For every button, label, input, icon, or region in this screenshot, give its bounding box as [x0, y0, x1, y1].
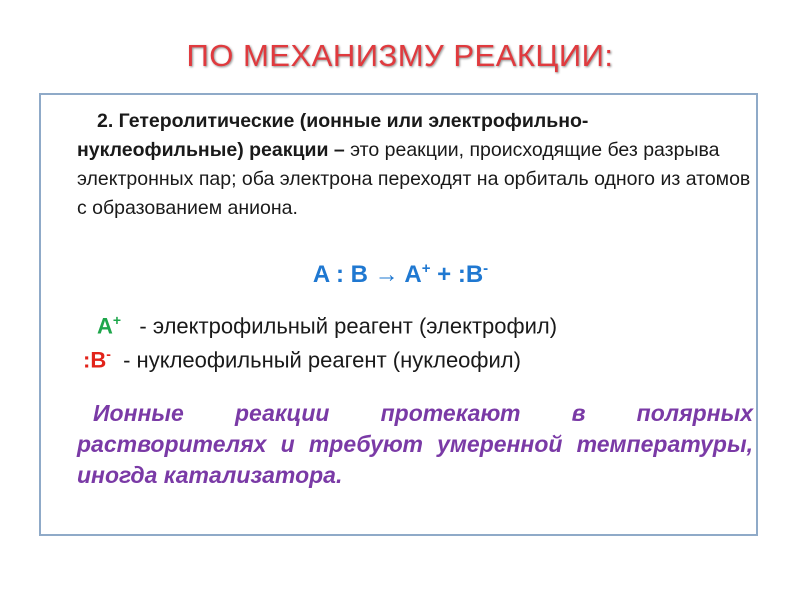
nucleophile-symbol: :B	[83, 347, 107, 373]
electrophile-charge: +	[112, 312, 122, 328]
slide-title: ПО МЕХАНИЗМУ РЕАКЦИИ:	[186, 38, 614, 73]
equation-b-base: :B	[457, 261, 484, 288]
paragraph-normal-text: это реакции, происходящие без разрыва электронных пар; оба электрона переходят на орбиталь одного из атомов с образованием аниона.	[77, 139, 751, 219]
reaction-equation	[41, 260, 760, 289]
equation-plus: +	[430, 261, 458, 288]
nucleophile-definition	[83, 346, 521, 373]
content-box	[39, 93, 758, 536]
equation-lhs: A : B →	[312, 261, 399, 288]
electrophile-definition	[97, 312, 557, 339]
electrophile-text: - электрофильный реагент (электрофил)	[121, 313, 558, 339]
note-text: Ионные реакции протекают в полярных растворителях и требуют умеренной температуры, иногда катализатора.	[77, 400, 753, 488]
nucleophile-charge: -	[106, 346, 111, 362]
electrophile-symbol: A	[97, 313, 113, 339]
paragraph-bold-text: 2. Гетеролитические (ионные или электрофильно-нуклеофильные) реакции –	[77, 110, 589, 161]
definition-paragraph	[77, 107, 753, 223]
equation-a-charge: +	[421, 260, 431, 277]
nucleophile-text: - нуклеофильный реагент (нуклеофил)	[110, 347, 521, 373]
equation-a-base: A	[398, 261, 422, 288]
ionic-reactions-note	[77, 398, 753, 491]
equation-b-charge: -	[483, 260, 489, 277]
